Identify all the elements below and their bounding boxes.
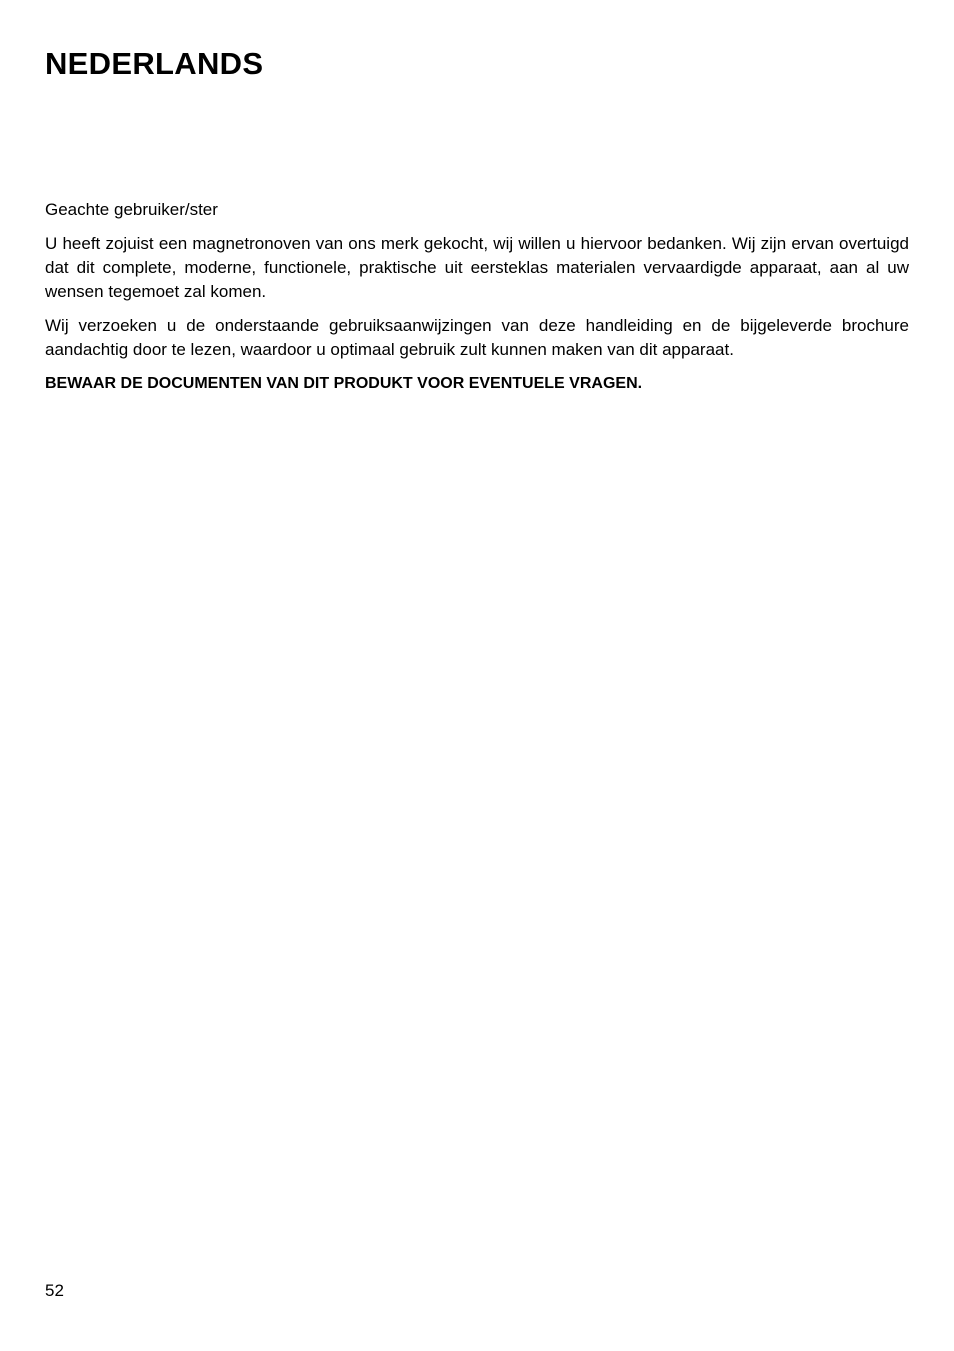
instructions-paragraph: Wij verzoeken u de onderstaande gebruiksaanwijzingen van deze handleiding en de bijgeleverde brochure aandachtig door te lezen, waardoor u optimaal gebruik zult kunnen maken van dit apparaat. [45, 316, 909, 359]
document-body [45, 198, 909, 406]
keep-documents-notice: BEWAAR DE DOCUMENTEN VAN DIT PRODUKT VOOR EVENTUELE VRAGEN. [45, 375, 643, 392]
page-number: 52 [45, 1281, 64, 1300]
intro-paragraph: U heeft zojuist een magnetronoven van ons merk gekocht, wij willen u hiervoor bedanken. Wij zijn ervan overtuigd dat dit complete, moderne, functionele, praktische uit eersteklas materialen vervaardigde apparaat, aan al uw wensen tegemoet zal komen. [45, 234, 909, 301]
greeting-text: Geachte gebruiker/ster [45, 200, 218, 219]
page-title: NEDERLANDS [45, 46, 264, 81]
